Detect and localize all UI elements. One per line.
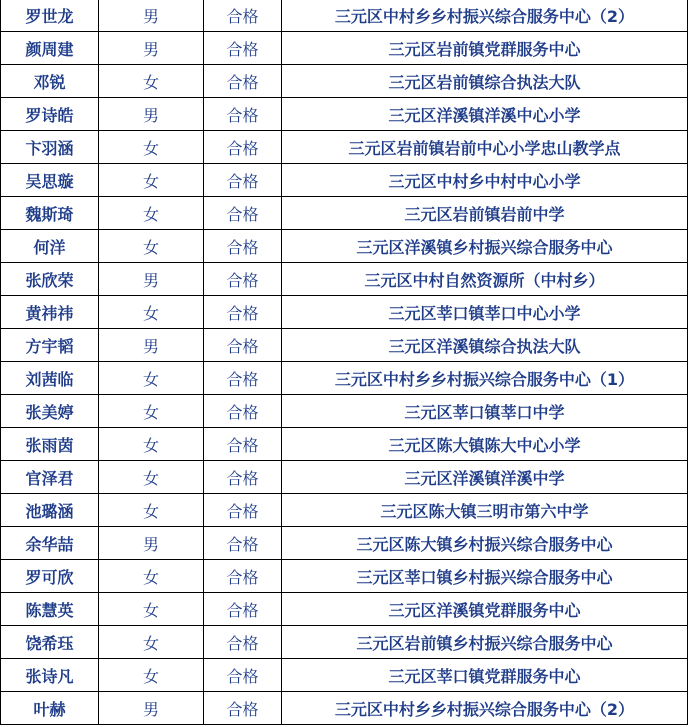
unit-cell: 三元区中村乡中村中心小学: [282, 164, 688, 197]
result-cell: 合格: [204, 395, 282, 428]
unit-cell: 三元区洋溪镇党群服务中心: [282, 593, 688, 626]
name-cell: 刘茜临: [1, 362, 99, 395]
unit-cell: 三元区莘口镇莘口中心小学: [282, 296, 688, 329]
table-row: [1, 65, 688, 98]
result-cell: 合格: [204, 131, 282, 164]
result-cell: 合格: [204, 692, 282, 725]
name-cell: 叶赫: [1, 692, 99, 725]
name-cell: 何洋: [1, 230, 99, 263]
gender-cell: 男: [99, 263, 204, 296]
table-row: [1, 593, 688, 626]
gender-cell: 女: [99, 461, 204, 494]
name-cell: 陈慧英: [1, 593, 99, 626]
name-cell: 罗可欣: [1, 560, 99, 593]
table-row: [1, 428, 688, 461]
name-cell: 颜周建: [1, 32, 99, 65]
gender-cell: 男: [99, 98, 204, 131]
gender-cell: 女: [99, 197, 204, 230]
result-cell: 合格: [204, 461, 282, 494]
result-cell: 合格: [204, 296, 282, 329]
result-cell: 合格: [204, 230, 282, 263]
unit-cell: 三元区洋溪镇洋溪中学: [282, 461, 688, 494]
unit-cell: 三元区岩前镇乡村振兴综合服务中心: [282, 626, 688, 659]
table-row: [1, 131, 688, 164]
gender-cell: 男: [99, 32, 204, 65]
table-row: [1, 98, 688, 131]
table-row: [1, 461, 688, 494]
unit-cell: 三元区中村乡乡村振兴综合服务中心（2）: [282, 692, 688, 725]
result-cell: 合格: [204, 527, 282, 560]
gender-cell: 女: [99, 65, 204, 98]
unit-cell: 三元区洋溪镇综合执法大队: [282, 329, 688, 362]
name-cell: 邓锐: [1, 65, 99, 98]
unit-cell: 三元区莘口镇乡村振兴综合服务中心: [282, 560, 688, 593]
result-cell: 合格: [204, 626, 282, 659]
unit-cell: 三元区莘口镇党群服务中心: [282, 659, 688, 692]
result-cell: 合格: [204, 197, 282, 230]
name-cell: 方宇韬: [1, 329, 99, 362]
gender-cell: 男: [99, 692, 204, 725]
table-row: [1, 494, 688, 527]
name-cell: 官泽君: [1, 461, 99, 494]
unit-cell: 三元区洋溪镇洋溪中心小学: [282, 98, 688, 131]
table-row: [1, 0, 688, 32]
name-cell: 罗世龙: [1, 0, 99, 32]
table-row: [1, 395, 688, 428]
gender-cell: 女: [99, 659, 204, 692]
gender-cell: 男: [99, 527, 204, 560]
gender-cell: 女: [99, 560, 204, 593]
name-cell: 魏斯琦: [1, 197, 99, 230]
name-cell: 罗诗皓: [1, 98, 99, 131]
name-cell: 黄祎祎: [1, 296, 99, 329]
unit-cell: 三元区中村乡乡村振兴综合服务中心（2）: [282, 0, 688, 32]
unit-cell: 三元区岩前镇党群服务中心: [282, 32, 688, 65]
result-cell: 合格: [204, 593, 282, 626]
unit-cell: 三元区中村自然资源所（中村乡）: [282, 263, 688, 296]
result-cell: 合格: [204, 362, 282, 395]
name-cell: 卞羽涵: [1, 131, 99, 164]
result-cell: 合格: [204, 560, 282, 593]
result-cell: 合格: [204, 98, 282, 131]
name-cell: 张欣荣: [1, 263, 99, 296]
name-cell: 张美婷: [1, 395, 99, 428]
table-row: [1, 329, 688, 362]
table-row: [1, 230, 688, 263]
name-cell: 吴思璇: [1, 164, 99, 197]
unit-cell: 三元区岩前镇岩前中心小学忠山教学点: [282, 131, 688, 164]
gender-cell: 女: [99, 395, 204, 428]
result-cell: 合格: [204, 32, 282, 65]
unit-cell: 三元区陈大镇乡村振兴综合服务中心: [282, 527, 688, 560]
gender-cell: 女: [99, 131, 204, 164]
result-cell: 合格: [204, 428, 282, 461]
unit-cell: 三元区岩前镇综合执法大队: [282, 65, 688, 98]
unit-cell: 三元区岩前镇岩前中学: [282, 197, 688, 230]
unit-cell: 三元区莘口镇莘口中学: [282, 395, 688, 428]
name-cell: 饶希珏: [1, 626, 99, 659]
unit-cell: 三元区陈大镇陈大中心小学: [282, 428, 688, 461]
table-row: [1, 296, 688, 329]
result-cell: 合格: [204, 164, 282, 197]
table-row: [1, 626, 688, 659]
name-cell: 余华喆: [1, 527, 99, 560]
unit-cell: 三元区陈大镇三明市第六中学: [282, 494, 688, 527]
results-table-body: [1, 0, 688, 725]
gender-cell: 女: [99, 362, 204, 395]
table-row: [1, 32, 688, 65]
result-cell: 合格: [204, 329, 282, 362]
result-cell: 合格: [204, 0, 282, 32]
unit-cell: 三元区洋溪镇乡村振兴综合服务中心: [282, 230, 688, 263]
gender-cell: 男: [99, 329, 204, 362]
gender-cell: 男: [99, 0, 204, 32]
table-row: [1, 692, 688, 725]
result-cell: 合格: [204, 263, 282, 296]
table-row: [1, 560, 688, 593]
name-cell: 池璐涵: [1, 494, 99, 527]
result-cell: 合格: [204, 65, 282, 98]
table-row: [1, 659, 688, 692]
unit-cell: 三元区中村乡乡村振兴综合服务中心（1）: [282, 362, 688, 395]
gender-cell: 女: [99, 230, 204, 263]
gender-cell: 女: [99, 164, 204, 197]
name-cell: 张诗凡: [1, 659, 99, 692]
table-row: [1, 197, 688, 230]
gender-cell: 女: [99, 626, 204, 659]
gender-cell: 女: [99, 494, 204, 527]
result-cell: 合格: [204, 494, 282, 527]
table-row: [1, 263, 688, 296]
table-row: [1, 164, 688, 197]
result-cell: 合格: [204, 659, 282, 692]
name-cell: 张雨茵: [1, 428, 99, 461]
table-row: [1, 362, 688, 395]
gender-cell: 女: [99, 593, 204, 626]
table-row: [1, 527, 688, 560]
gender-cell: 女: [99, 428, 204, 461]
gender-cell: 女: [99, 296, 204, 329]
